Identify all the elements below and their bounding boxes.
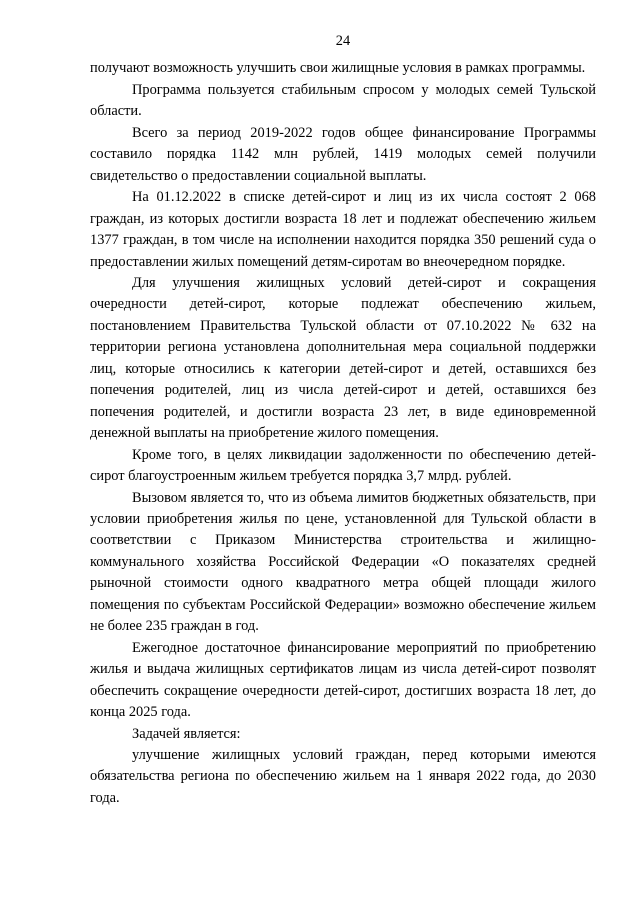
paragraph: Вызовом является то, что из объема лимитов бюджетных обязательств, при условии приобретения жилья по цене, установленной для Тульской области в соответствии с Приказом Министерства строительства и жилищно-коммунального хозяйства Российской Федерации «О показателях средней рыночной стоимости одного квадратного метра общей площади жилого помещения по субъектам Российской Федерации» возможно обеспечение жильем не более 235 граждан в год. [90,489,596,635]
paragraph: Задачей является: [132,725,241,742]
paragraph: Всего за период 2019-2022 годов общее финансирование Программы составило порядка 1142 млн рублей, 1419 молодых семей получили свидетельство о предоставлении социальной выплаты. [90,124,596,184]
paragraph: На 01.12.2022 в списке детей-сирот и лиц из их числа состоят 2 068 граждан, из которых достигли возраста 18 лет и подлежат обеспечению жильем 1377 граждан, в том числе на исполнении находится порядка 350 решений суда о предоставлении жилых помещений детям-сиротам во внеочередном порядке. [90,189,596,270]
paragraph: улучшение жилищных условий граждан, перед которыми имеются обязательства региона по обеспечению жильем на 1 января 2022 года, до 2030 года. [90,746,596,806]
paragraph: Программа пользуется стабильным спросом у молодых семей Тульской области. [90,81,596,120]
paragraph: Для улучшения жилищных условий детей-сирот и сокращения очередности детей-сирот, которые подлежат обеспечению жильем, постановлением Правительства Тульской области от 07.10.2022 № 632 на территории региона установлена дополнительная мера социальной поддержки лиц, которые относились к категории детей-сирот и детей, оставшихся без попечения родителей, лиц из числа детей-сирот и детей, оставшихся без попечения родителей, и достигли возраста 23 лет, в виде единовременной денежной выплаты на приобретение жилого помещения. [90,274,596,442]
paragraph: Кроме того, в целях ликвидации задолженности по обеспечению детей-сирот благоустроенным жильем требуется порядка 3,7 млрд. рублей. [90,446,596,485]
paragraph: получают возможность улучшить свои жилищные условия в рамках программы. [90,60,586,77]
paragraph: Ежегодное достаточное финансирование мероприятий по приобретению жилья и выдача жилищных сертификатов лицам из числа детей-сирот позволят обеспечить сокращение очередности детей-сирот, достигших возраста 18 лет, до конца 2025 года. [90,639,596,721]
document-page [90,31,596,809]
page-number: 24 [335,33,351,49]
